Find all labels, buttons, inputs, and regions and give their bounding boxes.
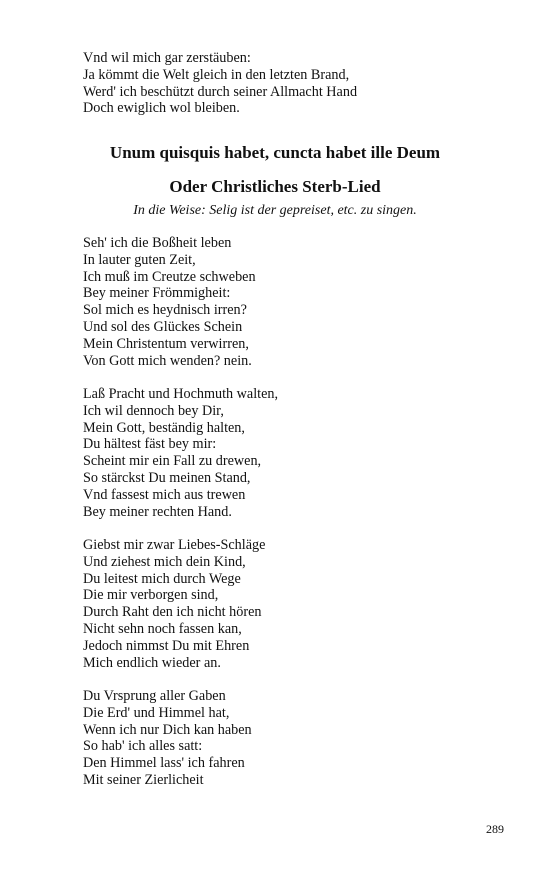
page-number: 289 [486, 822, 504, 836]
verse-line: So hab' ich alles satt: [83, 738, 203, 755]
verse-line: Durch Raht den ich nicht hören [83, 604, 262, 621]
verse-line: Mein Christentum verwirren, [83, 335, 249, 352]
stanza-3 [83, 537, 483, 671]
melody-note: In die Weise: Selig ist der gepreiset, etc. zu singen. [133, 203, 417, 218]
verse-line: Mit seiner Zierlicheit [83, 771, 204, 788]
verse-line: Und sol des Glückes Schein [83, 318, 243, 335]
verse-line: Doch ewiglich wol bleiben. [83, 100, 240, 117]
verse-line: Ja kömmt die Welt gleich in den letzten Brand, [83, 66, 350, 83]
verse-line: Wenn ich nur Dich kan haben [83, 721, 252, 738]
verse-line: Vnd wil mich gar zerstäuben: [83, 50, 251, 66]
verse-line: Mich endlich wieder an. [83, 654, 221, 671]
opening-verse [83, 50, 483, 117]
verse-line: Ich muß im Creutze schweben [83, 268, 256, 285]
stanza-4 [83, 688, 483, 789]
verse-line: In lauter guten Zeit, [83, 251, 196, 268]
verse-line: Und ziehest mich dein Kind, [83, 553, 246, 570]
verse-line: Nicht sehn noch fassen kan, [83, 620, 242, 637]
verse-line: Werd' ich beschützt durch seiner Allmacht Hand [83, 83, 358, 100]
verse-line: Ich wil dennoch bey Dir, [83, 402, 224, 419]
verse-line: Du leitest mich durch Wege [83, 570, 241, 587]
verse-line: Du Vrsprung aller Gaben [83, 688, 226, 704]
verse-line: Seh' ich die Boßheit leben [83, 235, 232, 251]
verse-line: Mein Gott, beständig halten, [83, 419, 245, 436]
verse-line: Giebst mir zwar Liebes-Schläge [83, 537, 266, 553]
verse-line: Vnd fassest mich aus trewen [83, 486, 246, 503]
verse-line: Die mir verborgen sind, [83, 587, 219, 604]
verse-line: Du hältest fäst bey mir: [83, 436, 217, 453]
verse-line: Von Gott mich wenden? nein. [83, 352, 252, 369]
poem-title: Unum quisquis habet, cuncta habet ille Deum [109, 143, 441, 162]
verse-line: Die Erd' und Himmel hat, [83, 704, 230, 721]
verse-line: Laß Pracht und Hochmuth walten, [83, 386, 279, 402]
poem-subtitle: Oder Christliches Sterb-Lied [169, 177, 381, 196]
verse-line: Den Himmel lass' ich fahren [83, 755, 245, 772]
verse-line: Jedoch nimmst Du mit Ehren [83, 637, 250, 654]
stanza-2 [83, 386, 483, 520]
verse-line: Bey meiner Frömmigheit: [83, 285, 231, 302]
verse-line: Scheint mir ein Fall zu drewen, [83, 453, 262, 470]
verse-line: Sol mich es heydnisch irren? [83, 302, 247, 319]
verse-line: So stärckst Du meinen Stand, [83, 469, 251, 486]
verse-line: Bey meiner rechten Hand. [83, 503, 232, 520]
stanza-1 [83, 235, 483, 369]
